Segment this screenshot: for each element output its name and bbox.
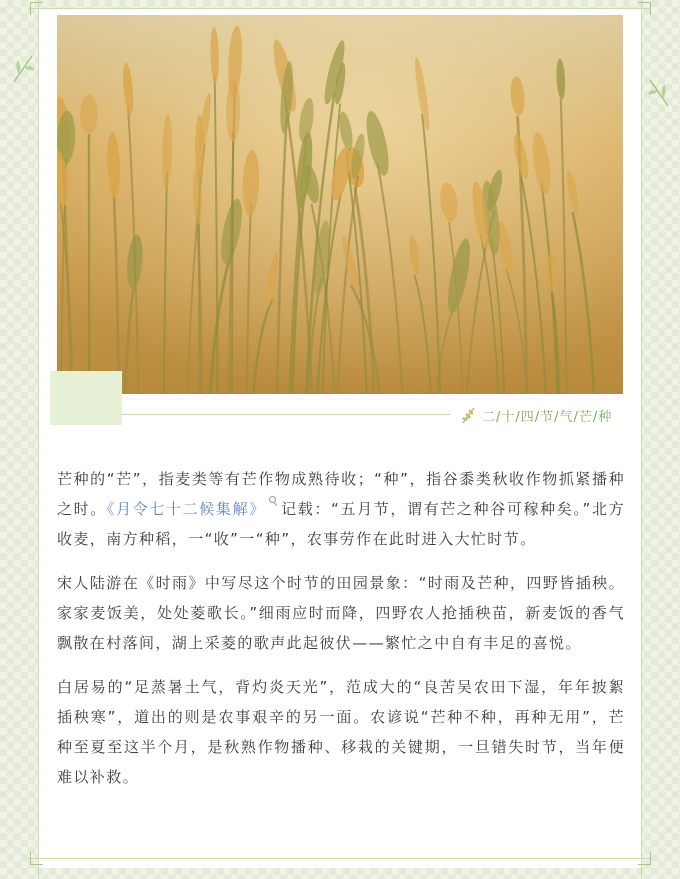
frame-line-bottom <box>28 858 650 859</box>
corner-ornament-top-left <box>30 2 43 15</box>
wheat-field-photo <box>57 15 623 394</box>
paragraph-1-rest: 记载：“五月节，谓有芒之种谷可稼种矣。”北方收麦，南方种稻，一“收”一“种”，农事劳作在此时进入大忙时节。 <box>57 500 625 548</box>
bamboo-leaf-icon <box>10 52 36 86</box>
article-body <box>57 464 625 806</box>
book-title-link[interactable]: 《月令七十二候集解》 <box>106 500 266 518</box>
corner-ornament-bottom-left <box>30 852 43 865</box>
frame-line-left <box>38 0 39 879</box>
corner-ornament-top-right <box>638 2 651 15</box>
paragraph-2: 宋人陆游在《时雨》中写尽这个时节的田园景象：“时雨及芒种，四野皆插秧。家家麦饭美，处处菱歌长。”细雨应时而降，四野农人抢插秧苗，新麦饭的香气飘散在村落间，湖上采菱的歌声此起彼伏——繁忙之中自有丰足的喜悦。 <box>57 574 625 652</box>
frame-line-top <box>28 8 650 9</box>
paragraph-1 <box>57 464 625 554</box>
search-icon[interactable] <box>268 496 280 508</box>
decorative-green-block <box>50 371 122 425</box>
divider-line <box>121 414 451 415</box>
paragraph-3: 白居易的“足蒸暑土气，背灼炎天光”，范成大的“良苦吴农田下湿，年年披絮插秧寒”，道出的则是农事艰辛的另一面。农谚说“芒种不种，再种无用”，芒种至夏至这半个月，是秋熟作物播种、移栽的关键期，一旦错失时节，当年便难以补救。 <box>57 678 625 786</box>
bamboo-leaf-icon <box>646 76 672 110</box>
solar-term-tag <box>460 405 612 425</box>
frame-line-right <box>641 0 642 879</box>
solar-term-label: 二/十/四/节/气/芒/种 <box>482 409 613 425</box>
corner-ornament-bottom-right <box>638 852 651 865</box>
wheat-ear-icon <box>460 406 478 424</box>
paragraph-1-intro: 芒种的“芒”，指麦类等有芒作物成熟待收；“种”，指谷黍类秋收作物抓紧播种之时。 <box>57 470 625 518</box>
